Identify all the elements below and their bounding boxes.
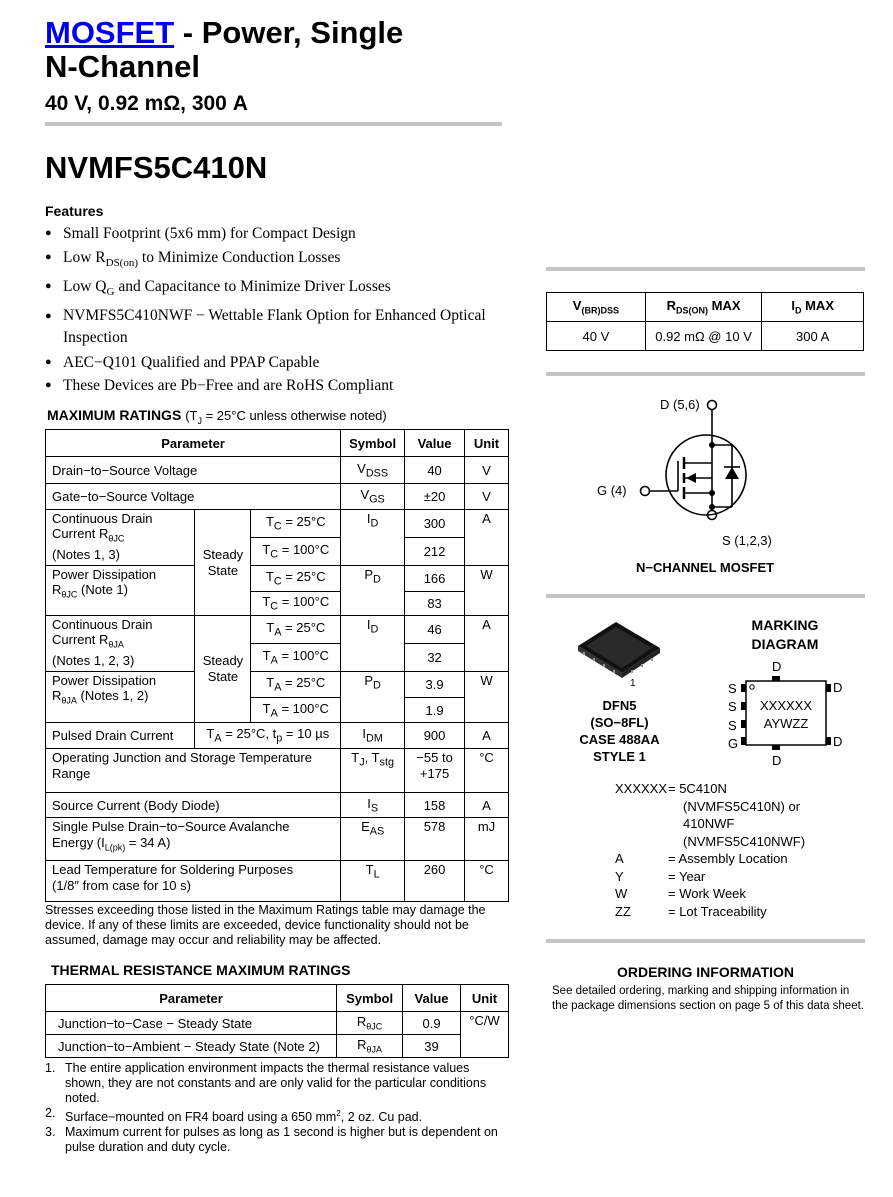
table-row: Single Pulse Drain−to−Source Avalanche Energy ($I_{L(pk)} = 34$ A) $E_{AS}$ 578 mJ <box>46 818 509 861</box>
ordering-title: ORDERING INFORMATION <box>616 964 795 980</box>
feature-item: ● Low $R_{DS(on)}$ to Minimize Conduction Losses <box>45 246 520 276</box>
mosfet-link[interactable]: MOSFET <box>45 15 175 50</box>
marking-right-pin: D <box>833 734 843 749</box>
thermal-title: THERMAL RESISTANCE MAXIMUM RATINGS <box>51 962 351 978</box>
feature-item: ● NVMFS5C410NWF − Wettable Flank Option for Enhanced Optical Inspection <box>45 305 520 349</box>
feature-item: ● Low $Q_G$ and Capacitance to Minimize Driver Losses <box>45 275 520 305</box>
table-row: Source Current (Body Diode) $I_S$ 158 A <box>46 793 509 818</box>
stress-note: Stresses exceeding those listed in the Maximum Ratings table may damage the device. If any of these limits are exceeded, device functionality should not be assumed, damage may occur and reliability may be affected. <box>45 903 486 947</box>
title-rest: - Power, Single <box>174 15 404 50</box>
footnote: 3. Maximum current for pulses as long as 1 second is higher but is dependent on pulse duration and duty cycle. <box>45 1125 498 1155</box>
footnote: 2. Surface−mounted on FR4 board using a 650 $mm^2$, 2 oz. Cu pad. <box>45 1106 423 1125</box>
features-list <box>45 222 520 398</box>
table-row: Pulsed Drain Current $T_A = 25^\circ C$, $t_p = 10$ µs $I_{DM}$ 900 A <box>46 723 509 749</box>
table-row: Power Dissipation $R_{\theta JC}$ (Note 1) $T_C = 25^\circ C$ $P_D$ 166 W <box>46 566 509 592</box>
gate-label: G (4) <box>597 483 627 498</box>
feature-item: ● AEC−Q101 Qualified and PPAP Capable <box>45 351 520 375</box>
table-row: Operating Junction and Storage Temperature Range $T_J$, $T_{stg}$ −55 to +175 °C <box>46 749 509 793</box>
marking-right-pin: D <box>833 680 843 695</box>
package-info: DFN5 (SO−8FL) CASE 488AA STYLE 1 <box>579 698 660 764</box>
table-header-row: Parameter Symbol Value Unit <box>46 430 509 457</box>
table-header-row: $V_{(BR)DSS}$ $R_{DS(ON)}$ MAX $I_D$ MAX <box>547 293 864 322</box>
table-row: Lead Temperature for Soldering Purposes (1/8″ from case for 10 s) $T_L$ 260 °C <box>46 861 509 902</box>
divider <box>546 594 865 598</box>
thermal-table <box>45 984 509 1058</box>
table-row: Junction−to−Ambient − Steady State (Note 2) $R_{\theta JA}$ 39 <box>46 1035 509 1058</box>
features-heading: Features <box>45 203 104 219</box>
table-row: Junction−to−Case − Steady State $R_{\theta JC}$ 0.9 °C/W <box>46 1012 509 1035</box>
package-image <box>572 618 667 678</box>
feature-item: ● Small Footprint (5x6 mm) for Compact Design <box>45 222 520 246</box>
marking-legend: XXXXXX = 5C410N (NVMFS5C410N) or 410NWF (NVMFS5C410NWF) A = Assembly Location Y = Year W = Work Week ZZ = Lot Traceability <box>615 781 806 919</box>
table-row: Gate−to−Source Voltage $V_{GS}$ ±20 V <box>46 484 509 510</box>
ordering-text: See detailed ordering, marking and shipping information in the package dimensions section on page 5 of this data sheet. <box>552 985 864 1012</box>
schematic-caption: N−CHANNEL MOSFET <box>636 560 775 575</box>
divider <box>546 372 865 376</box>
source-label: S (1,2,3) <box>722 533 772 548</box>
table-row: Continuous Drain Current $R_{\theta JC}$ (Notes 1, 3) Steady State $T_C = 25^\circ C$ $I_D$ 300 A <box>46 510 509 538</box>
marking-left-pins: S S S G <box>728 681 739 751</box>
divider <box>45 122 502 126</box>
table-row: $T_C = 100^\circ C$ 83 <box>46 592 509 616</box>
table-row: $T_A = 100^\circ C$ 32 <box>46 644 509 672</box>
table-row: 40 V 0.92 mΩ @ 10 V 300 A <box>547 322 864 351</box>
summary-table <box>546 292 864 351</box>
pin1-label: 1 <box>630 678 636 689</box>
part-number: NVMFS5C410N <box>45 150 268 185</box>
table-row: $T_C = 100^\circ C$ 212 <box>46 538 509 566</box>
feature-item: ● These Devices are Pb−Free and are RoHS Compliant <box>45 374 520 398</box>
max-ratings-title: MAXIMUM RATINGS ($T_J = 25^\circ C$ unless otherwise noted) <box>47 407 387 426</box>
title-line2: N-Channel <box>45 49 200 84</box>
subtitle: 40 V, 0.92 mΩ, 300 A <box>45 92 248 115</box>
marking-pin-bottom: D <box>772 753 782 768</box>
footnotes <box>45 1061 511 1155</box>
marking-pin-top: D <box>772 659 782 674</box>
divider <box>546 267 865 271</box>
table-row: Power Dissipation $R_{\theta JA}$ (Notes 1, 2) $T_A = 25^\circ C$ $P_D$ 3.9 W <box>46 672 509 698</box>
page-title <box>45 16 403 50</box>
table-row: Continuous Drain Current $R_{\theta JA}$ (Notes 1, 2, 3) Steady State $T_A = 25^\circ C$ $I_D$ 46 A <box>46 616 509 644</box>
footnote: 1. The entire application environment impacts the thermal resistance values shown, they are not constants and are only valid for the particular conditions noted. <box>45 1061 487 1105</box>
table-header-row: Parameter Symbol Value Unit <box>46 985 509 1012</box>
drain-label: D (5,6) <box>660 397 700 412</box>
table-row: $T_A = 100^\circ C$ 1.9 <box>46 698 509 723</box>
max-ratings-table <box>45 429 509 902</box>
mosfet-symbol <box>620 395 770 525</box>
divider <box>546 939 865 943</box>
marking-code: XXXXXX AYWZZ <box>759 698 813 731</box>
marking-title: MARKING DIAGRAM <box>751 617 819 652</box>
table-row: Drain−to−Source Voltage $V_{DSS}$ 40 V <box>46 457 509 484</box>
